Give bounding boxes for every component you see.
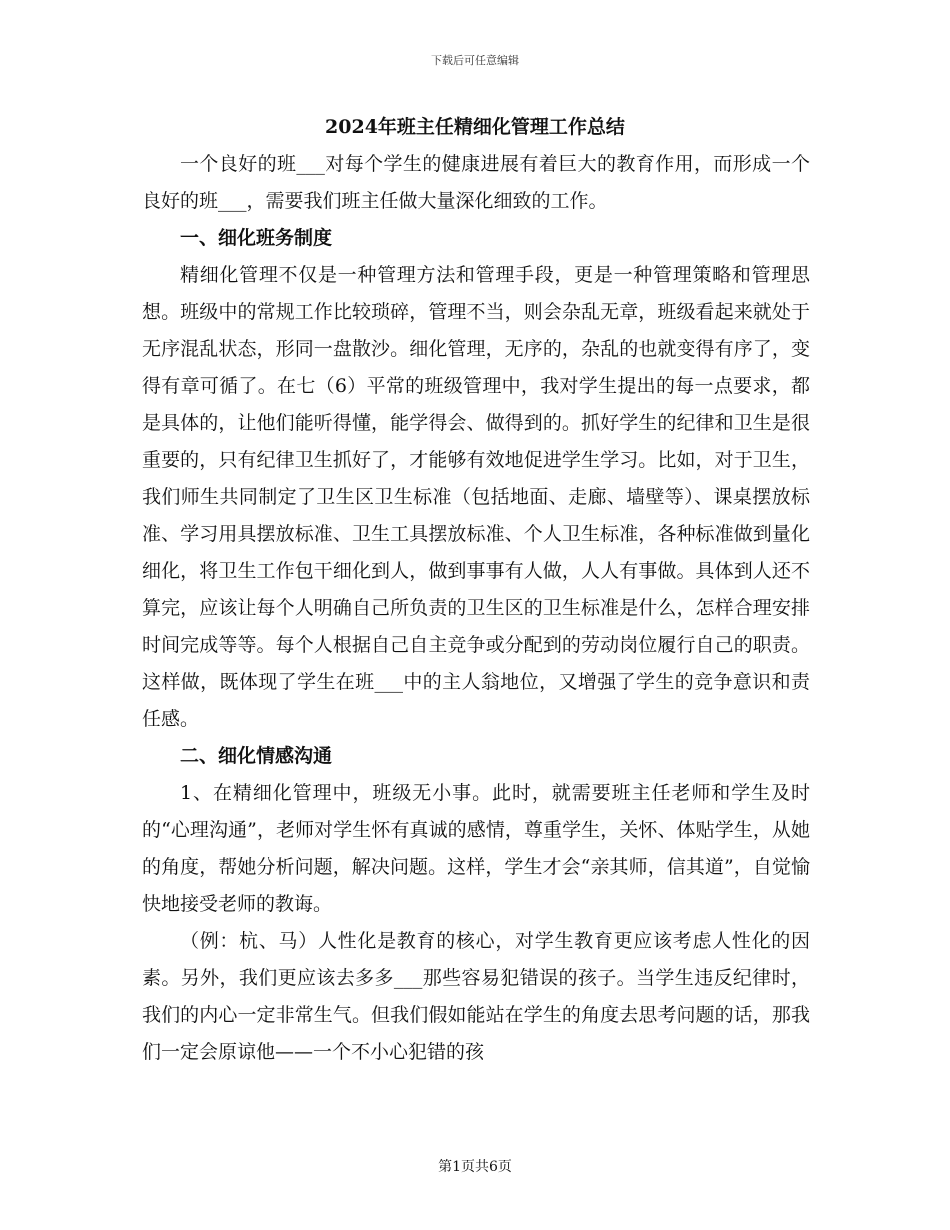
section-1-heading: 一、细化班务制度	[180, 227, 333, 249]
section-2-heading: 二、细化情感沟通	[180, 745, 333, 767]
section-2-paragraph-1: 1、在精细化管理中，班级无小事。此时，就需要班主任老师和学生及时的“心理沟通”，老师对学生怀有真诚的感情，尊重学生，关怀、体贴学生，从她的角度，帮她分析问题，解决问题。这样，学生才会“亲其师，信其道”，自觉愉快地接受老师的教诲。	[142, 782, 810, 915]
page-number: 第1页共6页	[438, 1159, 512, 1175]
document-title: 2024年班主任精细化管理工作总结	[325, 116, 625, 138]
section-2-paragraph-2: （例：杭、马）人性化是教育的核心，对学生教育更应该考虑人性化的因素。另外，我们更应该去多多___那些容易犯错误的孩子。当学生违反纪律时，我们的内心一定非常生气。但我们假如能站在学生的角度去思考问题的话，那我们一定会原谅他——一个不小心犯错的孩	[142, 930, 810, 1063]
document-body	[142, 146, 810, 1071]
section-1-paragraph: 精细化管理不仅是一种管理方法和管理手段，更是一种管理策略和管理思想。班级中的常规工作比较琐碎，管理不当，则会杂乱无章，班级看起来就处于无序混乱状态，形同一盘散沙。细化管理，无序的，杂乱的也就变得有序了，变得有章可循了。在七（6）平常的班级管理中，我对学生提出的每一点要求，都是具体的，让他们能听得懂，能学得会、做得到的。抓好学生的纪律和卫生是很重要的，只有纪律卫生抓好了，才能够有效地促进学生学习。比如，对于卫生，我们师生共同制定了卫生区卫生标准（包括地面、走廊、墙壁等）、课桌摆放标准、学习用具摆放标准、卫生工具摆放标准、个人卫生标准，各种标准做到量化细化，将卫生工作包干细化到人，做到事事有人做，人人有事做。具体到人还不算完，应该让每个人明确自己所负责的卫生区的卫生标准是什么，怎样合理安排时间完成等等。每个人根据自己自主竞争或分配到的劳动岗位履行自己的职责。这样做，既体现了学生在班___中的主人翁地位，又增强了学生的竞争意识和责任感。	[142, 264, 810, 730]
intro-paragraph: 一个良好的班___对每个学生的健康进展有着巨大的教育作用，而形成一个良好的班___，需要我们班主任做大量深化细致的工作。	[142, 153, 810, 212]
page-header: 下载后可任意编辑	[431, 54, 519, 67]
